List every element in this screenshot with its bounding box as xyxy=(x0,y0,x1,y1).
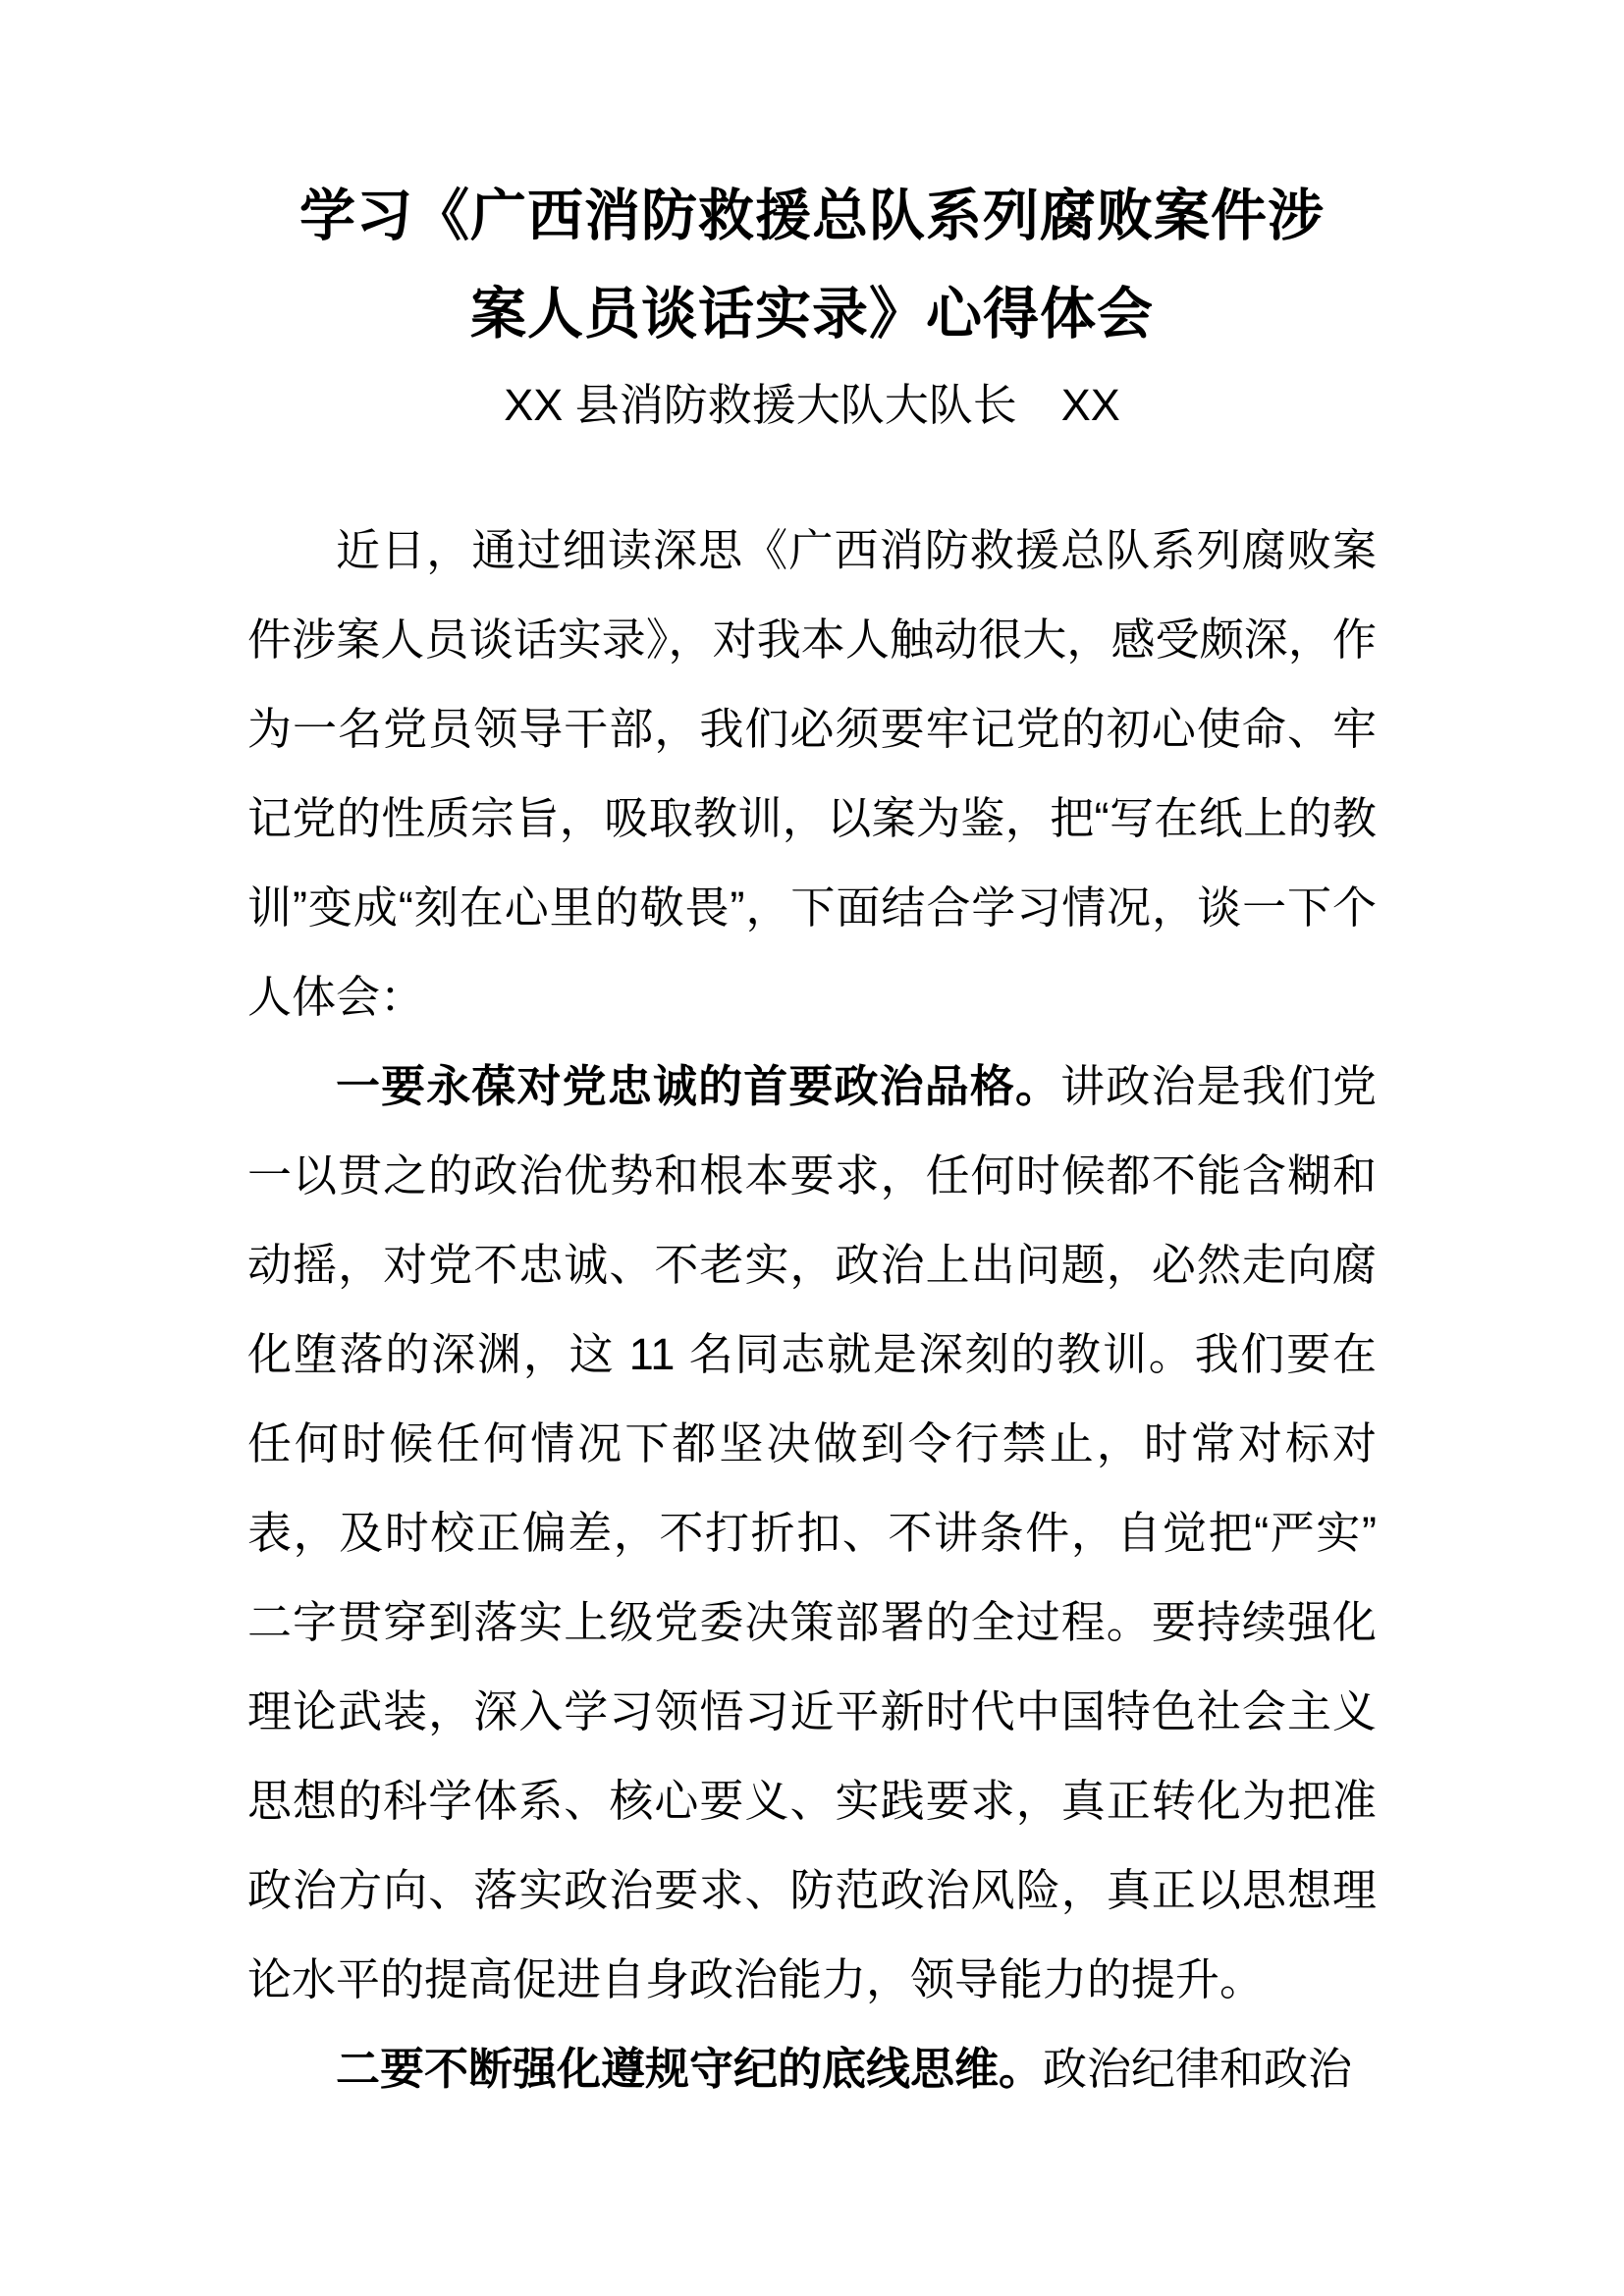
title-line-1: 学习《广西消防救援总队系列腐败案件涉 xyxy=(299,185,1325,247)
document-title xyxy=(247,167,1377,363)
title-line-2: 案人员谈话实录》心得体会 xyxy=(470,283,1154,346)
paragraph-intro-text: 近日，通过细读深思《广西消防救援总队系列腐败案件涉案人员谈话实录》，对我本人触动很大，感受颇深，作为一名党员领导干部，我们必须要牢记党的初心使命、牢记党的性质宗旨，吸取教训，以案为鉴，把“写在纸上的教训”变成“刻在心里的敬畏”，下面结合学习情况，谈一下个人体会： xyxy=(247,525,1377,1022)
paragraph-point-one xyxy=(247,1041,1377,2024)
paragraph-point-two-text: 政治纪律和政治 xyxy=(1043,2044,1353,2094)
paragraph-point-one-text: 讲政治是我们党一以贯之的政治优势和根本要求，任何时候都不能含糊和动摇，对党不忠诚、不老实，政治上出问题，必然走向腐化堕落的深渊，这 11 名同志就是深刻的教训。我们要在任何时候任何情况下都坚决做到令行禁止，时常对标对表，及时校正偏差，不打折扣、不讲条件，自觉把“严实”二字贯穿到落实上级党委决策部署的全过程。要持续强化理论武装，深入学习领悟习近平新时代中国特色社会主义思想的科学体系、核心要义、实践要求，真正转化为把准政治方向、落实政治要求、防范政治风险，真正以思想理论水平的提高促进自身政治能力，领导能力的提升。 xyxy=(247,1061,1377,2004)
byline: XX 县消防救援大队大队长 XX xyxy=(504,380,1120,430)
paragraph-point-two xyxy=(247,2024,1377,2113)
paragraph-point-one-lead: 一要永葆对党忠诚的首要政治品格。 xyxy=(336,1061,1061,1111)
document-body xyxy=(247,506,1377,2113)
paragraph-intro xyxy=(247,506,1377,1041)
paragraph-point-two-lead: 二要不断强化遵规守纪的底线思维。 xyxy=(336,2044,1044,2094)
